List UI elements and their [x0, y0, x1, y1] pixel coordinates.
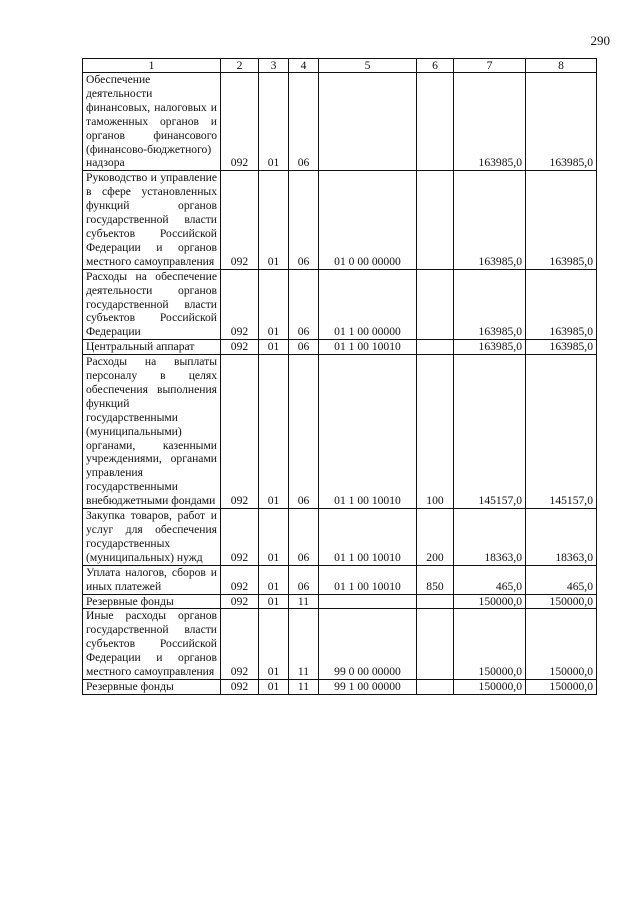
amount-cell: 465,0 — [454, 565, 526, 594]
amount-cell: 163985,0 — [526, 73, 597, 171]
subsection-cell: 06 — [289, 73, 319, 171]
table-row — [83, 509, 597, 566]
expense-type-cell: 200 — [417, 509, 454, 566]
amount-cell: 150000,0 — [454, 609, 526, 680]
expense-type-cell: 100 — [417, 355, 454, 509]
amount-cell: 163985,0 — [526, 340, 597, 355]
amount-cell: 465,0 — [526, 565, 597, 594]
section-cell: 01 — [259, 565, 289, 594]
column-header: 3 — [259, 59, 289, 73]
target-article-cell: 99 0 00 00000 — [319, 609, 417, 680]
row-name-cell: Закупка товаров, работ и услуг для обеспечения государственных (муниципальных) нужд — [83, 509, 221, 566]
section-cell: 01 — [259, 340, 289, 355]
target-article-cell: 01 1 00 10010 — [319, 340, 417, 355]
expense-type-cell — [417, 679, 454, 694]
amount-cell: 163985,0 — [454, 340, 526, 355]
code-cell: 092 — [221, 355, 259, 509]
code-cell: 092 — [221, 509, 259, 566]
target-article-cell: 01 0 00 00000 — [319, 171, 417, 269]
target-article-cell: 01 1 00 10010 — [319, 355, 417, 509]
row-name-cell: Руководство и управление в сфере установленных функций органов государственной власти субъектов Российской Федерации и органов местного самоуправления — [83, 171, 221, 269]
code-cell: 092 — [221, 609, 259, 680]
table-row — [83, 594, 597, 609]
amount-cell: 18363,0 — [454, 509, 526, 566]
expense-type-cell — [417, 609, 454, 680]
amount-cell: 150000,0 — [526, 594, 597, 609]
section-cell: 01 — [259, 73, 289, 171]
column-header: 7 — [454, 59, 526, 73]
target-article-cell: 01 1 00 00000 — [319, 269, 417, 340]
table-row — [83, 73, 597, 171]
column-header: 2 — [221, 59, 259, 73]
column-header: 8 — [526, 59, 597, 73]
target-article-cell: 99 1 00 00000 — [319, 679, 417, 694]
amount-cell: 163985,0 — [454, 171, 526, 269]
amount-cell: 150000,0 — [526, 609, 597, 680]
code-cell: 092 — [221, 340, 259, 355]
target-article-cell — [319, 73, 417, 171]
code-cell: 092 — [221, 679, 259, 694]
target-article-cell: 01 1 00 10010 — [319, 509, 417, 566]
amount-cell: 150000,0 — [454, 679, 526, 694]
expense-type-cell — [417, 171, 454, 269]
amount-cell: 163985,0 — [454, 269, 526, 340]
section-cell: 01 — [259, 609, 289, 680]
section-cell: 01 — [259, 269, 289, 340]
section-cell: 01 — [259, 355, 289, 509]
expense-type-cell: 850 — [417, 565, 454, 594]
column-header: 1 — [83, 59, 221, 73]
subsection-cell: 06 — [289, 340, 319, 355]
section-cell: 01 — [259, 679, 289, 694]
amount-cell: 150000,0 — [454, 594, 526, 609]
subsection-cell: 11 — [289, 609, 319, 680]
code-cell: 092 — [221, 73, 259, 171]
column-header: 5 — [319, 59, 417, 73]
code-cell: 092 — [221, 171, 259, 269]
expense-type-cell — [417, 594, 454, 609]
section-cell: 01 — [259, 594, 289, 609]
column-header: 6 — [417, 59, 454, 73]
target-article-cell — [319, 594, 417, 609]
amount-cell: 163985,0 — [454, 73, 526, 171]
amount-cell: 18363,0 — [526, 509, 597, 566]
table-row — [83, 565, 597, 594]
code-cell: 092 — [221, 594, 259, 609]
header-row — [83, 59, 597, 73]
subsection-cell: 11 — [289, 679, 319, 694]
amount-cell: 145157,0 — [526, 355, 597, 509]
table-row — [83, 355, 597, 509]
amount-cell: 163985,0 — [526, 171, 597, 269]
expense-type-cell — [417, 73, 454, 171]
expense-type-cell — [417, 269, 454, 340]
row-name-cell: Центральный аппарат — [83, 340, 221, 355]
row-name-cell: Резервные фонды — [83, 679, 221, 694]
section-cell: 01 — [259, 171, 289, 269]
table-row — [83, 679, 597, 694]
expense-type-cell — [417, 340, 454, 355]
subsection-cell: 06 — [289, 355, 319, 509]
subsection-cell: 06 — [289, 269, 319, 340]
section-cell: 01 — [259, 509, 289, 566]
page-number: 290 — [590, 33, 610, 48]
table-row — [83, 340, 597, 355]
table-row — [83, 609, 597, 680]
table-row — [83, 269, 597, 340]
subsection-cell: 06 — [289, 565, 319, 594]
row-name-cell: Резервные фонды — [83, 594, 221, 609]
subsection-cell: 06 — [289, 171, 319, 269]
subsection-cell: 11 — [289, 594, 319, 609]
row-name-cell: Иные расходы органов государственной власти субъектов Российской Федерации и органов местного самоуправления — [83, 609, 221, 680]
row-name-cell: Обеспечение деятельности финансовых, налоговых и таможенных органов и органов финансового (финансово-бюджетного) надзора — [83, 73, 221, 171]
code-cell: 092 — [221, 269, 259, 340]
target-article-cell: 01 1 00 10010 — [319, 565, 417, 594]
code-cell: 092 — [221, 565, 259, 594]
row-name-cell: Расходы на обеспечение деятельности органов государственной власти субъектов Российской Федерации — [83, 269, 221, 340]
table-row — [83, 171, 597, 269]
amount-cell: 163985,0 — [526, 269, 597, 340]
amount-cell: 150000,0 — [526, 679, 597, 694]
row-name-cell: Расходы на выплаты персоналу в целях обеспечения выполнения функций государственными (муниципальными) органами, казенными учреждениями, органами управления государственными внебюджетными фондами — [83, 355, 221, 509]
row-name-cell: Уплата налогов, сборов и иных платежей — [83, 565, 221, 594]
budget-table — [82, 58, 597, 695]
amount-cell: 145157,0 — [454, 355, 526, 509]
column-header: 4 — [289, 59, 319, 73]
subsection-cell: 06 — [289, 509, 319, 566]
